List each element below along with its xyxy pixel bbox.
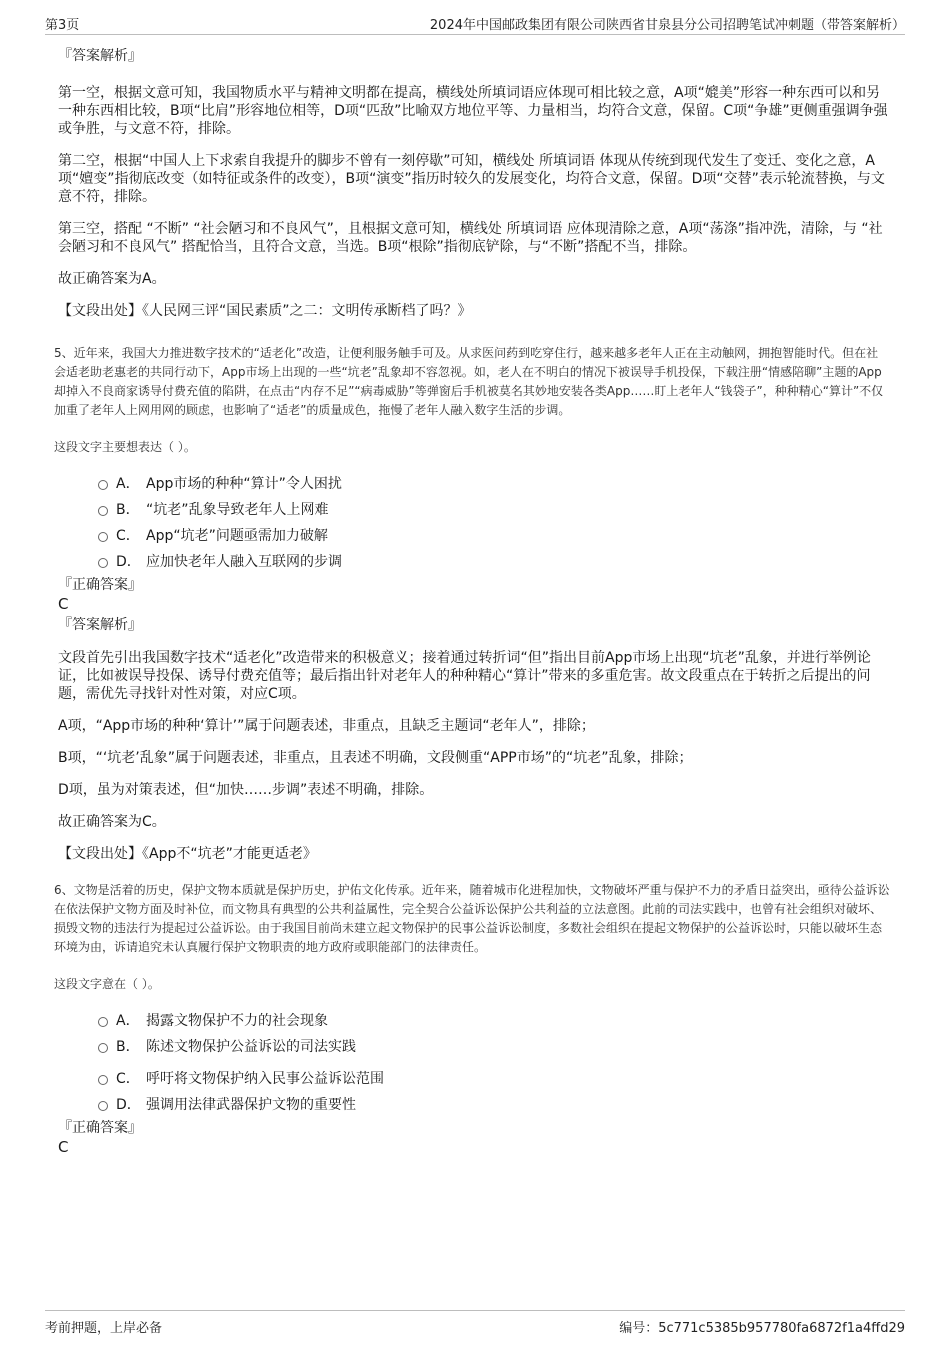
q5-analysis-option-d: D项，虽为对策表述，但“加快……步调”表述不明确，排除。: [58, 782, 434, 798]
q6-prompt: 这段文字意在（ ）。: [54, 977, 160, 991]
q5-analysis-paragraph-1: 文段首先引出我国数字技术“适老化”改造带来的积极意义；接着通过转折词“但”指出目前App市场上出现“坑老”乱象，并进行举例论证，比如被误导投保、诱导付费充值等；最后指出针对老年人的种种精心“算计”带来的多重危害。故文段重点在于转折之后提出的问题，需优先寻找针对性对策，对应C项。: [58, 650, 871, 702]
document-title: 2024年中国邮政集团有限公司陕西省甘泉县分公司招聘笔试冲刺题（带答案解析）: [429, 18, 905, 33]
radio-icon[interactable]: [98, 1101, 108, 1111]
q5-prompt: 这段文字主要想表达（ ）。: [54, 440, 196, 454]
radio-icon[interactable]: [98, 1043, 108, 1053]
q5-option-b[interactable]: B． “坑老”乱象导致老年人上网难: [98, 497, 890, 523]
main-content: [54, 46, 890, 1156]
q4-source: 【文段出处】《人民网三评“国民素质”之二：文明传承断档了吗？》: [58, 303, 472, 319]
page-number: 第3页: [45, 18, 80, 33]
radio-icon[interactable]: [98, 1017, 108, 1027]
q5-source: 【文段出处】《App不“坑老”才能更适老》: [58, 846, 317, 862]
q6-options: [98, 1008, 890, 1118]
document-code: 编号：5c771c5385b957780fa6872f1a4ffd29: [619, 1321, 905, 1336]
q6-answer-label: 『正确答案』: [58, 1120, 142, 1136]
q5-answer-label: 『正确答案』: [58, 577, 142, 593]
page-header: [45, 12, 905, 35]
page-footer: [45, 1310, 905, 1341]
q6-option-c[interactable]: C． 呼吁将文物保护纳入民事公益诉讼范围: [98, 1066, 890, 1092]
q6-option-b[interactable]: B． 陈述文物保护公益诉讼的司法实践: [98, 1034, 890, 1060]
q5-conclusion: 故正确答案为C。: [58, 814, 166, 830]
q6-stem: 6、文物是活着的历史，保护文物本质就是保护历史，护佑文化传承。近年来，随着城市化进程加快，文物破坏严重与保护不力的矛盾日益突出，亟待公益诉讼在依法保护文物方面及时补位，而文物具有典型的公共利益属性，完全契合公益诉讼保护公共利益的立法意图。此前的司法实践中，也曾有社会组织对破坏、损毁文物的违法行为提起过公益诉讼。由于我国目前尚未建立起文物保护的民事公益诉讼制度，多数社会组织在提起文物保护的公益诉讼时，只能以破坏生态环境为由，诉请追究未认真履行保护文物职责的地方政府或职能部门的法律责任。: [54, 883, 890, 954]
q5-option-c[interactable]: C． App“坑老”问题亟需加力破解: [98, 523, 890, 549]
q6-option-a[interactable]: A． 揭露文物保护不力的社会现象: [98, 1008, 890, 1034]
q4-analysis-paragraph-3: 第三空，搭配 “不断” “社会陋习和不良风气”，且根据文意可知，横线处 所填词语 应体现清除之意，A项“荡涤”指冲洗，清除，与 “社会陋习和不良风气” 搭配恰当，且符合文意，当选。B项“根除”指彻底铲除，与“不断”搭配不当，排除。: [58, 221, 883, 255]
q5-options: [98, 471, 890, 575]
footer-slogan: 考前押题，上岸必备: [45, 1321, 163, 1336]
radio-icon[interactable]: [98, 558, 108, 568]
q4-conclusion: 故正确答案为A。: [58, 271, 166, 287]
q4-analysis-paragraph-1: 第一空，根据文意可知，我国物质水平与精神文明都在提高，横线处所填词语应体现可相比较之意，A项“媲美”形容一种东西可以和另一种东西相比较，B项“比肩”形容地位相等，D项“匹敌”比喻双方地位平等、力量相当，均符合文意，保留。C项“争雄”更侧重强调争强或争胜，与文意不符，排除。: [58, 85, 888, 137]
radio-icon[interactable]: [98, 532, 108, 542]
radio-icon[interactable]: [98, 1075, 108, 1085]
q6-option-d[interactable]: D． 强调用法律武器保护文物的重要性: [98, 1092, 890, 1118]
radio-icon[interactable]: [98, 506, 108, 516]
q6-answer: C: [58, 1138, 69, 1156]
q5-analysis-label: 『答案解析』: [58, 617, 142, 633]
q4-analysis-paragraph-2: 第二空，根据“中国人上下求索自我提升的脚步不曾有一刻停歇”可知，横线处 所填词语 体现从传统到现代发生了变迁、变化之意，A项“嬗变”指彻底改变（如特征或条件的改变），B项“演变”指历时较久的发展变化，均符合文意，保留。D项“交替”表示轮流替换，与文意不符，排除。: [58, 153, 885, 205]
q5-analysis-option-a: A项，“App市场的种种‘算计’”属于问题表述，非重点，且缺乏主题词“老年人”，排除；: [58, 718, 595, 734]
q5-stem: 5、近年来，我国大力推进数字技术的“适老化”改造，让便利服务触手可及。从求医问药到吃穿住行，越来越多老年人正在主动触网，拥抱智能时代。但在社会适老助老惠老的共同行动下，App市场上出现的一些“坑老”乱象却不容忽视。如，老人在不明白的情况下被误导手机投保，下载注册“情感陪聊”主题的App却掉入不良商家诱导付费充值的陷阱，在点击“内存不足”“病毒威胁”等弹窗后手机被莫名其妙地安装各类App……盯上老年人“钱袋子”，种种精心“算计”不仅加重了老年人上网用网的顾虑，也影响了“适老”的质量成色，拖慢了老年人融入数字生活的步调。: [54, 346, 884, 417]
q5-answer: C: [58, 595, 69, 613]
radio-icon[interactable]: [98, 480, 108, 490]
q5-option-d[interactable]: D． 应加快老年人融入互联网的步调: [98, 549, 890, 575]
q5-option-a[interactable]: A． App市场的种种“算计”令人困扰: [98, 471, 890, 497]
q5-analysis-option-b: B项，“‘坑老’乱象”属于问题表述，非重点，且表述不明确，文段侧重“APP市场”的“坑老”乱象，排除；: [58, 750, 693, 766]
q4-analysis-label: 『答案解析』: [58, 48, 142, 64]
